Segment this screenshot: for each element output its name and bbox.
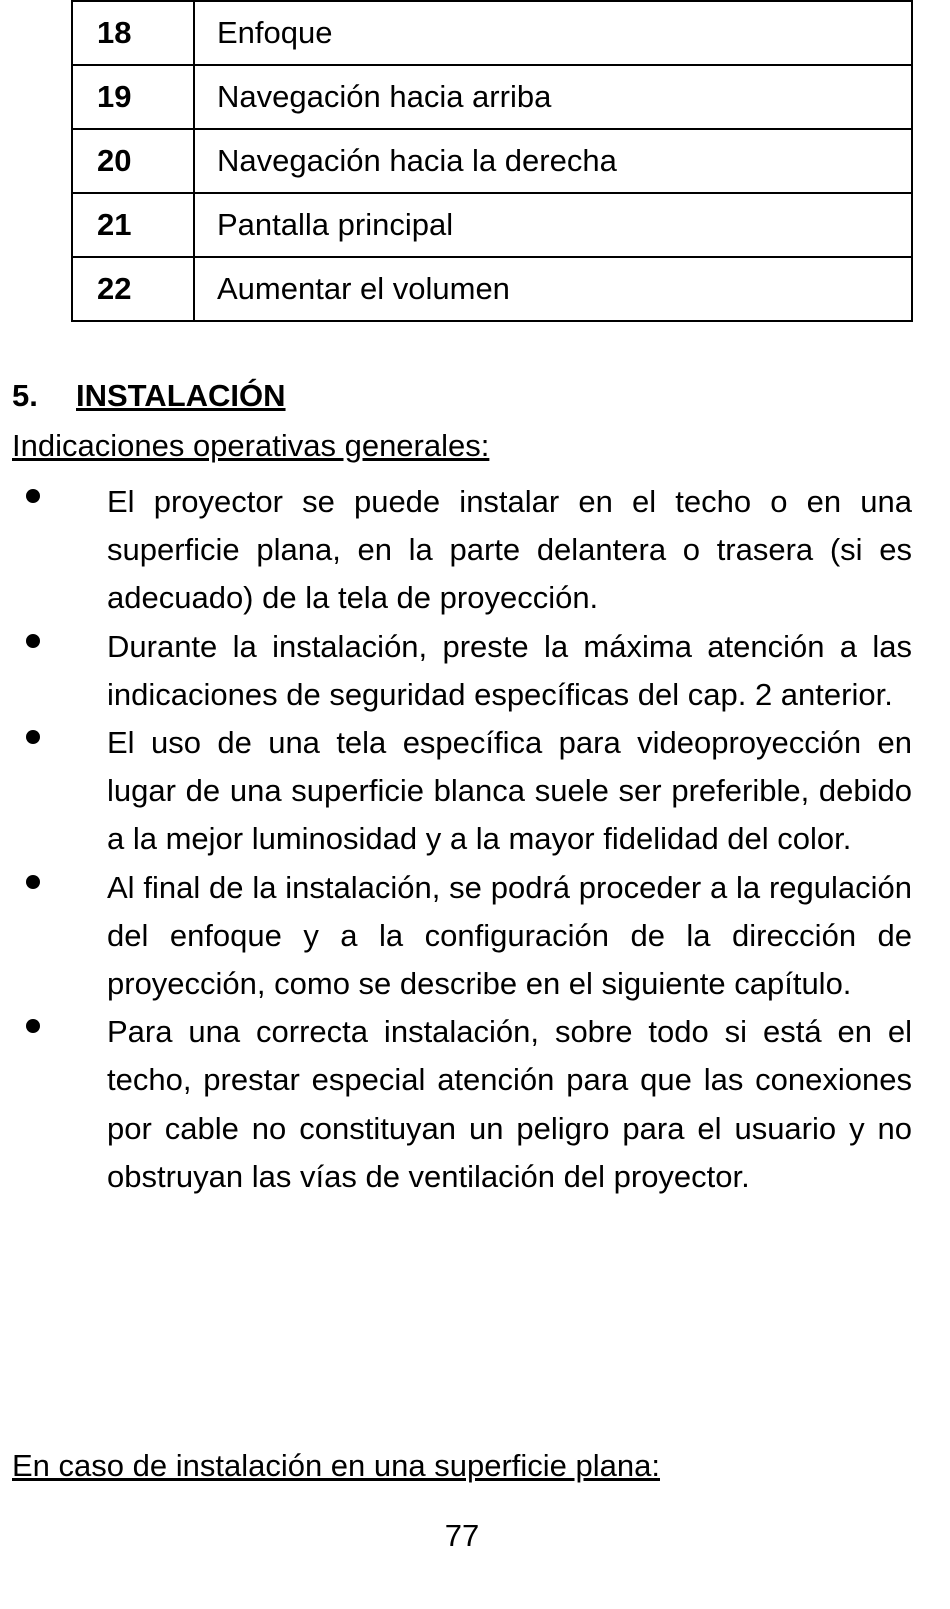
- list-item-text: El uso de una tela específica para videoproyección en lugar de una superficie blanca suele ser preferible, debido a la mejor luminosidad y a la mayor fidelidad del color.: [107, 725, 912, 857]
- row-label: Enfoque: [194, 1, 912, 65]
- table-row: [72, 129, 912, 193]
- row-label: Pantalla principal: [194, 193, 912, 257]
- row-number: 20: [72, 129, 194, 193]
- list-item: [12, 1008, 912, 1201]
- list-item-text: Al final de la instalación, se podrá proceder a la regulación del enfoque y a la configuración de la dirección de proyección, como se describe en el siguiente capítulo.: [107, 869, 912, 1002]
- list-item-text: Durante la instalación, preste la máxima atención a las indicaciones de seguridad específicas del cap. 2 anterior.: [107, 628, 912, 712]
- row-number: 18: [72, 1, 194, 65]
- list-item: [12, 864, 912, 1009]
- row-label: Navegación hacia la derecha: [194, 129, 912, 193]
- bullet-icon: [26, 730, 40, 744]
- bullet-list: [12, 478, 912, 1201]
- row-number: 19: [72, 65, 194, 129]
- section-title: INSTALACIÓN: [76, 378, 286, 413]
- section-number: 5.: [12, 378, 38, 413]
- list-item: [12, 719, 912, 864]
- table-row: [72, 65, 912, 129]
- list-item-text: Para una correcta instalación, sobre todo si está en el techo, prestar especial atención para que las conexiones por cable no constituyan un peligro para el usuario y no obstruyan las vías de ventilación del proyector.: [107, 1014, 912, 1194]
- subheading-flat-surface: En caso de instalación en una superficie plana:: [12, 1448, 660, 1483]
- list-item: [12, 478, 912, 623]
- table-row: [72, 257, 912, 321]
- row-label: Navegación hacia arriba: [194, 65, 912, 129]
- table-row: [72, 1, 912, 65]
- bullet-icon: [26, 1019, 40, 1033]
- list-item: [12, 623, 912, 719]
- row-number: 22: [72, 257, 194, 321]
- subheading: Indicaciones operativas generales:: [12, 428, 490, 463]
- bullet-icon: [26, 875, 40, 889]
- list-item-text: El proyector se puede instalar en el techo o en una superficie plana, en la parte delantera o trasera (si es adecuado) de la tela de proyección.: [107, 484, 912, 616]
- page-number: 77: [444, 1518, 480, 1553]
- row-number: 21: [72, 193, 194, 257]
- section-heading: [12, 378, 286, 414]
- bullet-icon: [26, 634, 40, 648]
- function-table: [71, 0, 913, 322]
- row-label: Aumentar el volumen: [194, 257, 912, 321]
- bullet-icon: [26, 489, 40, 503]
- table-row: [72, 193, 912, 257]
